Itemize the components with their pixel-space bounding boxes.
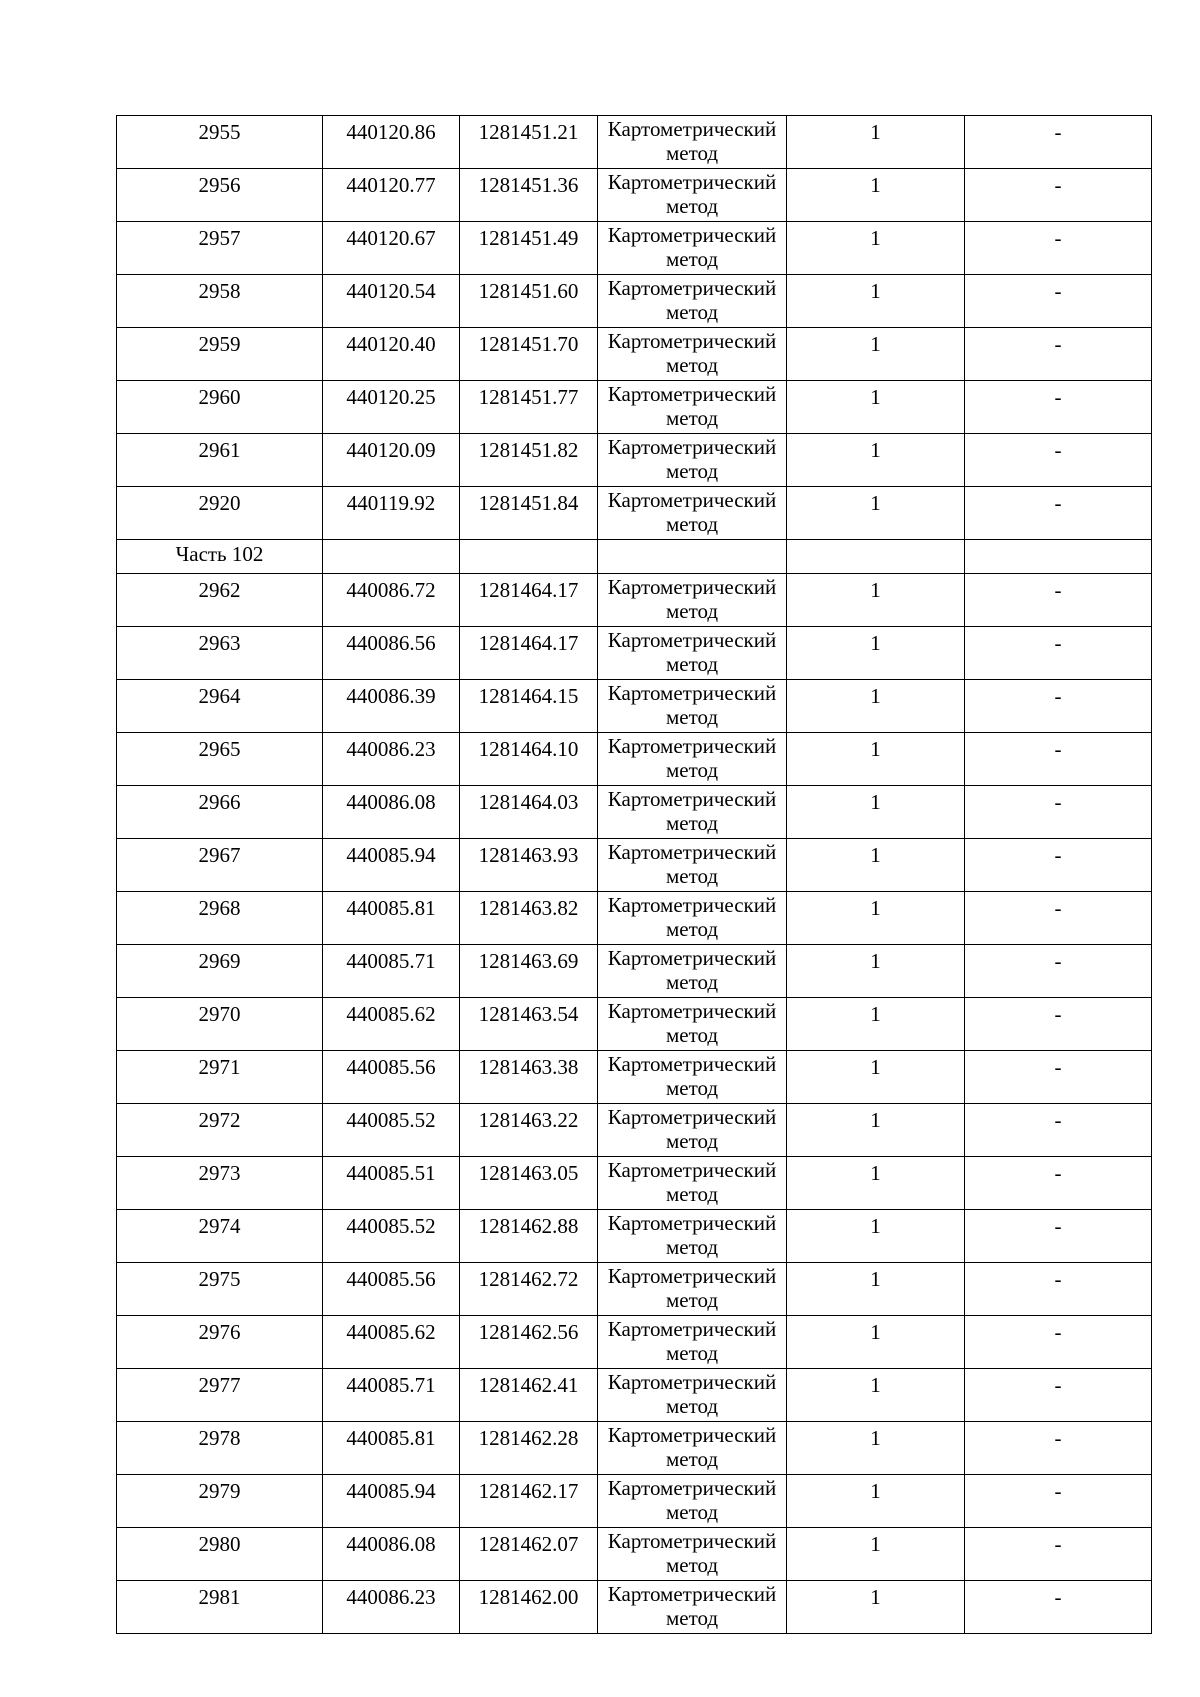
- description-cell: -: [965, 434, 1152, 487]
- description-cell: -: [965, 945, 1152, 998]
- point-number-cell: 2963: [117, 627, 323, 680]
- point-number-cell: 2968: [117, 892, 323, 945]
- method-cell: [598, 1581, 787, 1634]
- accuracy-cell: 1: [787, 733, 965, 786]
- description-cell: -: [965, 839, 1152, 892]
- point-number-cell: 2974: [117, 1210, 323, 1263]
- accuracy-cell: 1: [787, 1263, 965, 1316]
- point-number-cell: 2971: [117, 1051, 323, 1104]
- description-cell: -: [965, 222, 1152, 275]
- point-number-cell: 2975: [117, 1263, 323, 1316]
- y-coordinate-cell: 1281464.03: [460, 786, 598, 839]
- accuracy-cell: 1: [787, 1528, 965, 1581]
- method-text-line: метод: [665, 864, 719, 888]
- accuracy-cell: 1: [787, 1316, 965, 1369]
- accuracy-cell: 1: [787, 1157, 965, 1210]
- empty-cell: [460, 540, 598, 574]
- y-coordinate-cell: 1281462.56: [460, 1316, 598, 1369]
- y-coordinate-cell: 1281463.69: [460, 945, 598, 998]
- method-text-line: Картометрический: [607, 1529, 777, 1553]
- x-coordinate-cell: 440120.09: [323, 434, 460, 487]
- description-cell: -: [965, 116, 1152, 169]
- y-coordinate-cell: 1281462.88: [460, 1210, 598, 1263]
- y-coordinate-cell: 1281463.05: [460, 1157, 598, 1210]
- method-cell: [598, 892, 787, 945]
- method-text-line: Картометрический: [607, 1476, 777, 1500]
- x-coordinate-cell: 440086.08: [323, 786, 460, 839]
- method-text-line: метод: [665, 970, 719, 994]
- accuracy-cell: 1: [787, 381, 965, 434]
- method-cell: [598, 434, 787, 487]
- method-text-line: Картометрический: [607, 170, 777, 194]
- section-header-row: [117, 540, 1152, 574]
- point-number-cell: 2959: [117, 328, 323, 381]
- method-text-line: Картометрический: [607, 223, 777, 247]
- method-cell: [598, 328, 787, 381]
- method-text-line: Картометрический: [607, 1582, 777, 1606]
- y-coordinate-cell: 1281463.93: [460, 839, 598, 892]
- description-cell: -: [965, 574, 1152, 627]
- method-cell: [598, 786, 787, 839]
- description-cell: -: [965, 1422, 1152, 1475]
- description-cell: -: [965, 1369, 1152, 1422]
- method-text-line: Картометрический: [607, 999, 777, 1023]
- accuracy-cell: 1: [787, 1051, 965, 1104]
- method-cell: [598, 680, 787, 733]
- point-number-cell: 2978: [117, 1422, 323, 1475]
- x-coordinate-cell: 440120.54: [323, 275, 460, 328]
- description-cell: -: [965, 1263, 1152, 1316]
- method-text-line: метод: [665, 353, 719, 377]
- y-coordinate-cell: 1281463.22: [460, 1104, 598, 1157]
- method-cell: [598, 1051, 787, 1104]
- method-text-line: метод: [665, 1076, 719, 1100]
- x-coordinate-cell: 440086.72: [323, 574, 460, 627]
- x-coordinate-cell: 440085.71: [323, 945, 460, 998]
- description-cell: -: [965, 1528, 1152, 1581]
- table-row: [117, 328, 1152, 381]
- method-cell: [598, 1316, 787, 1369]
- method-text-line: метод: [665, 1553, 719, 1577]
- point-number-cell: 2962: [117, 574, 323, 627]
- method-text-line: метод: [665, 1182, 719, 1206]
- y-coordinate-cell: 1281451.36: [460, 169, 598, 222]
- table-row: [117, 1422, 1152, 1475]
- y-coordinate-cell: 1281462.72: [460, 1263, 598, 1316]
- accuracy-cell: 1: [787, 328, 965, 381]
- method-cell: [598, 275, 787, 328]
- method-cell: [598, 1104, 787, 1157]
- point-number-cell: 2977: [117, 1369, 323, 1422]
- description-cell: -: [965, 1316, 1152, 1369]
- accuracy-cell: 1: [787, 275, 965, 328]
- point-number-cell: 2970: [117, 998, 323, 1051]
- point-number-cell: 2969: [117, 945, 323, 998]
- method-text-line: метод: [665, 1394, 719, 1418]
- table-row: [117, 998, 1152, 1051]
- method-text-line: Картометрический: [607, 628, 777, 652]
- y-coordinate-cell: 1281451.60: [460, 275, 598, 328]
- accuracy-cell: 1: [787, 1422, 965, 1475]
- method-text-line: Картометрический: [607, 1370, 777, 1394]
- accuracy-cell: 1: [787, 945, 965, 998]
- accuracy-cell: 1: [787, 434, 965, 487]
- method-text-line: Картометрический: [607, 1211, 777, 1235]
- y-coordinate-cell: 1281464.15: [460, 680, 598, 733]
- method-text-line: метод: [665, 141, 719, 165]
- x-coordinate-cell: 440120.25: [323, 381, 460, 434]
- accuracy-cell: 1: [787, 1369, 965, 1422]
- accuracy-cell: 1: [787, 839, 965, 892]
- y-coordinate-cell: 1281464.17: [460, 627, 598, 680]
- table-row: [117, 1316, 1152, 1369]
- description-cell: -: [965, 487, 1152, 540]
- coordinates-document: [116, 115, 1151, 1634]
- accuracy-cell: 1: [787, 1475, 965, 1528]
- y-coordinate-cell: 1281464.17: [460, 574, 598, 627]
- table-row: [117, 945, 1152, 998]
- accuracy-cell: 1: [787, 169, 965, 222]
- table-row: [117, 1157, 1152, 1210]
- point-number-cell: 2981: [117, 1581, 323, 1634]
- method-text-line: метод: [665, 194, 719, 218]
- method-text-line: метод: [665, 1235, 719, 1259]
- point-number-cell: 2956: [117, 169, 323, 222]
- table-row: [117, 1210, 1152, 1263]
- method-text-line: Картометрический: [607, 117, 777, 141]
- x-coordinate-cell: 440085.51: [323, 1157, 460, 1210]
- method-text-line: Картометрический: [607, 575, 777, 599]
- y-coordinate-cell: 1281462.41: [460, 1369, 598, 1422]
- y-coordinate-cell: 1281463.54: [460, 998, 598, 1051]
- method-text-line: метод: [665, 599, 719, 623]
- accuracy-cell: 1: [787, 574, 965, 627]
- accuracy-cell: 1: [787, 222, 965, 275]
- coordinates-table: [116, 115, 1152, 1634]
- point-number-cell: 2976: [117, 1316, 323, 1369]
- x-coordinate-cell: 440085.94: [323, 1475, 460, 1528]
- point-number-cell: 2979: [117, 1475, 323, 1528]
- point-number-cell: 2958: [117, 275, 323, 328]
- x-coordinate-cell: 440085.71: [323, 1369, 460, 1422]
- method-text-line: Картометрический: [607, 1264, 777, 1288]
- method-text-line: Картометрический: [607, 840, 777, 864]
- description-cell: -: [965, 381, 1152, 434]
- method-cell: [598, 1422, 787, 1475]
- x-coordinate-cell: 440086.39: [323, 680, 460, 733]
- method-cell: [598, 1210, 787, 1263]
- x-coordinate-cell: 440120.86: [323, 116, 460, 169]
- description-cell: -: [965, 733, 1152, 786]
- description-cell: -: [965, 1157, 1152, 1210]
- method-cell: [598, 998, 787, 1051]
- point-number-cell: 2961: [117, 434, 323, 487]
- point-number-cell: 2966: [117, 786, 323, 839]
- point-number-cell: 2920: [117, 487, 323, 540]
- table-row: [117, 381, 1152, 434]
- table-row: [117, 116, 1152, 169]
- table-row: [117, 627, 1152, 680]
- method-text-line: Картометрический: [607, 893, 777, 917]
- y-coordinate-cell: 1281451.70: [460, 328, 598, 381]
- accuracy-cell: 1: [787, 1104, 965, 1157]
- y-coordinate-cell: 1281462.07: [460, 1528, 598, 1581]
- description-cell: -: [965, 1475, 1152, 1528]
- x-coordinate-cell: 440086.08: [323, 1528, 460, 1581]
- y-coordinate-cell: 1281462.17: [460, 1475, 598, 1528]
- method-text-line: метод: [665, 1606, 719, 1630]
- method-text-line: Картометрический: [607, 276, 777, 300]
- empty-cell: [598, 540, 787, 574]
- accuracy-cell: 1: [787, 892, 965, 945]
- method-cell: [598, 487, 787, 540]
- method-text-line: метод: [665, 1288, 719, 1312]
- method-text-line: метод: [665, 1447, 719, 1471]
- point-number-cell: 2955: [117, 116, 323, 169]
- method-text-line: Картометрический: [607, 488, 777, 512]
- table-row: [117, 574, 1152, 627]
- description-cell: -: [965, 275, 1152, 328]
- method-text-line: метод: [665, 1129, 719, 1153]
- method-text-line: Картометрический: [607, 1317, 777, 1341]
- method-cell: [598, 169, 787, 222]
- y-coordinate-cell: 1281451.82: [460, 434, 598, 487]
- y-coordinate-cell: 1281464.10: [460, 733, 598, 786]
- method-cell: [598, 1475, 787, 1528]
- x-coordinate-cell: 440120.77: [323, 169, 460, 222]
- y-coordinate-cell: 1281451.21: [460, 116, 598, 169]
- table-row: [117, 680, 1152, 733]
- method-cell: [598, 627, 787, 680]
- method-text-line: Картометрический: [607, 1158, 777, 1182]
- method-text-line: метод: [665, 459, 719, 483]
- accuracy-cell: 1: [787, 998, 965, 1051]
- method-text-line: Картометрический: [607, 435, 777, 459]
- table-row: [117, 1263, 1152, 1316]
- table-row: [117, 1528, 1152, 1581]
- method-cell: [598, 116, 787, 169]
- description-cell: -: [965, 998, 1152, 1051]
- description-cell: -: [965, 627, 1152, 680]
- point-number-cell: 2957: [117, 222, 323, 275]
- x-coordinate-cell: 440085.52: [323, 1210, 460, 1263]
- method-cell: [598, 1157, 787, 1210]
- table-row: [117, 222, 1152, 275]
- accuracy-cell: 1: [787, 1210, 965, 1263]
- table-row: [117, 1475, 1152, 1528]
- point-number-cell: 2980: [117, 1528, 323, 1581]
- method-cell: [598, 733, 787, 786]
- x-coordinate-cell: 440085.62: [323, 1316, 460, 1369]
- method-text-line: метод: [665, 917, 719, 941]
- x-coordinate-cell: 440085.62: [323, 998, 460, 1051]
- y-coordinate-cell: 1281462.00: [460, 1581, 598, 1634]
- description-cell: -: [965, 1104, 1152, 1157]
- y-coordinate-cell: 1281451.49: [460, 222, 598, 275]
- method-text-line: метод: [665, 1500, 719, 1524]
- description-cell: -: [965, 328, 1152, 381]
- method-cell: [598, 1369, 787, 1422]
- method-text-line: метод: [665, 512, 719, 536]
- point-number-cell: 2960: [117, 381, 323, 434]
- method-cell: [598, 574, 787, 627]
- table-row: [117, 1104, 1152, 1157]
- accuracy-cell: 1: [787, 627, 965, 680]
- description-cell: -: [965, 1210, 1152, 1263]
- x-coordinate-cell: 440085.56: [323, 1051, 460, 1104]
- table-row: [117, 892, 1152, 945]
- description-cell: -: [965, 1051, 1152, 1104]
- method-cell: [598, 839, 787, 892]
- table-row: [117, 839, 1152, 892]
- x-coordinate-cell: 440086.23: [323, 1581, 460, 1634]
- x-coordinate-cell: 440120.40: [323, 328, 460, 381]
- method-text-line: Картометрический: [607, 787, 777, 811]
- x-coordinate-cell: 440086.23: [323, 733, 460, 786]
- method-cell: [598, 381, 787, 434]
- y-coordinate-cell: 1281451.84: [460, 487, 598, 540]
- table-row: [117, 733, 1152, 786]
- method-cell: [598, 1263, 787, 1316]
- table-row: [117, 434, 1152, 487]
- accuracy-cell: 1: [787, 680, 965, 733]
- description-cell: -: [965, 892, 1152, 945]
- empty-cell: [787, 540, 965, 574]
- point-number-cell: 2972: [117, 1104, 323, 1157]
- table-row: [117, 786, 1152, 839]
- description-cell: -: [965, 680, 1152, 733]
- y-coordinate-cell: 1281463.82: [460, 892, 598, 945]
- method-text-line: метод: [665, 1341, 719, 1365]
- method-text-line: Картометрический: [607, 1105, 777, 1129]
- empty-cell: [323, 540, 460, 574]
- table-row: [117, 1581, 1152, 1634]
- method-text-line: метод: [665, 705, 719, 729]
- accuracy-cell: 1: [787, 1581, 965, 1634]
- method-text-line: метод: [665, 652, 719, 676]
- method-text-line: метод: [665, 406, 719, 430]
- x-coordinate-cell: 440085.81: [323, 1422, 460, 1475]
- x-coordinate-cell: 440085.56: [323, 1263, 460, 1316]
- description-cell: -: [965, 169, 1152, 222]
- accuracy-cell: 1: [787, 786, 965, 839]
- method-text-line: метод: [665, 1023, 719, 1047]
- description-cell: -: [965, 1581, 1152, 1634]
- table-row: [117, 487, 1152, 540]
- method-text-line: Картометрический: [607, 734, 777, 758]
- point-number-cell: 2965: [117, 733, 323, 786]
- method-text-line: Картометрический: [607, 681, 777, 705]
- x-coordinate-cell: 440085.52: [323, 1104, 460, 1157]
- method-text-line: метод: [665, 300, 719, 324]
- x-coordinate-cell: 440119.92: [323, 487, 460, 540]
- table-row: [117, 1369, 1152, 1422]
- method-text-line: Картометрический: [607, 382, 777, 406]
- x-coordinate-cell: 440085.94: [323, 839, 460, 892]
- method-cell: [598, 222, 787, 275]
- method-text-line: Картометрический: [607, 1052, 777, 1076]
- description-cell: -: [965, 786, 1152, 839]
- section-label: Часть 102: [117, 540, 323, 574]
- accuracy-cell: 1: [787, 487, 965, 540]
- method-text-line: Картометрический: [607, 329, 777, 353]
- method-text-line: метод: [665, 247, 719, 271]
- method-cell: [598, 1528, 787, 1581]
- method-cell: [598, 945, 787, 998]
- accuracy-cell: 1: [787, 116, 965, 169]
- table-row: [117, 275, 1152, 328]
- x-coordinate-cell: 440085.81: [323, 892, 460, 945]
- table-row: [117, 169, 1152, 222]
- y-coordinate-cell: 1281451.77: [460, 381, 598, 434]
- y-coordinate-cell: 1281462.28: [460, 1422, 598, 1475]
- empty-cell: [965, 540, 1152, 574]
- x-coordinate-cell: 440086.56: [323, 627, 460, 680]
- y-coordinate-cell: 1281463.38: [460, 1051, 598, 1104]
- coordinates-table-body: [117, 116, 1152, 1634]
- point-number-cell: 2964: [117, 680, 323, 733]
- table-row: [117, 1051, 1152, 1104]
- method-text-line: Картометрический: [607, 1423, 777, 1447]
- method-text-line: метод: [665, 811, 719, 835]
- point-number-cell: 2973: [117, 1157, 323, 1210]
- point-number-cell: 2967: [117, 839, 323, 892]
- method-text-line: Картометрический: [607, 946, 777, 970]
- method-text-line: метод: [665, 758, 719, 782]
- x-coordinate-cell: 440120.67: [323, 222, 460, 275]
